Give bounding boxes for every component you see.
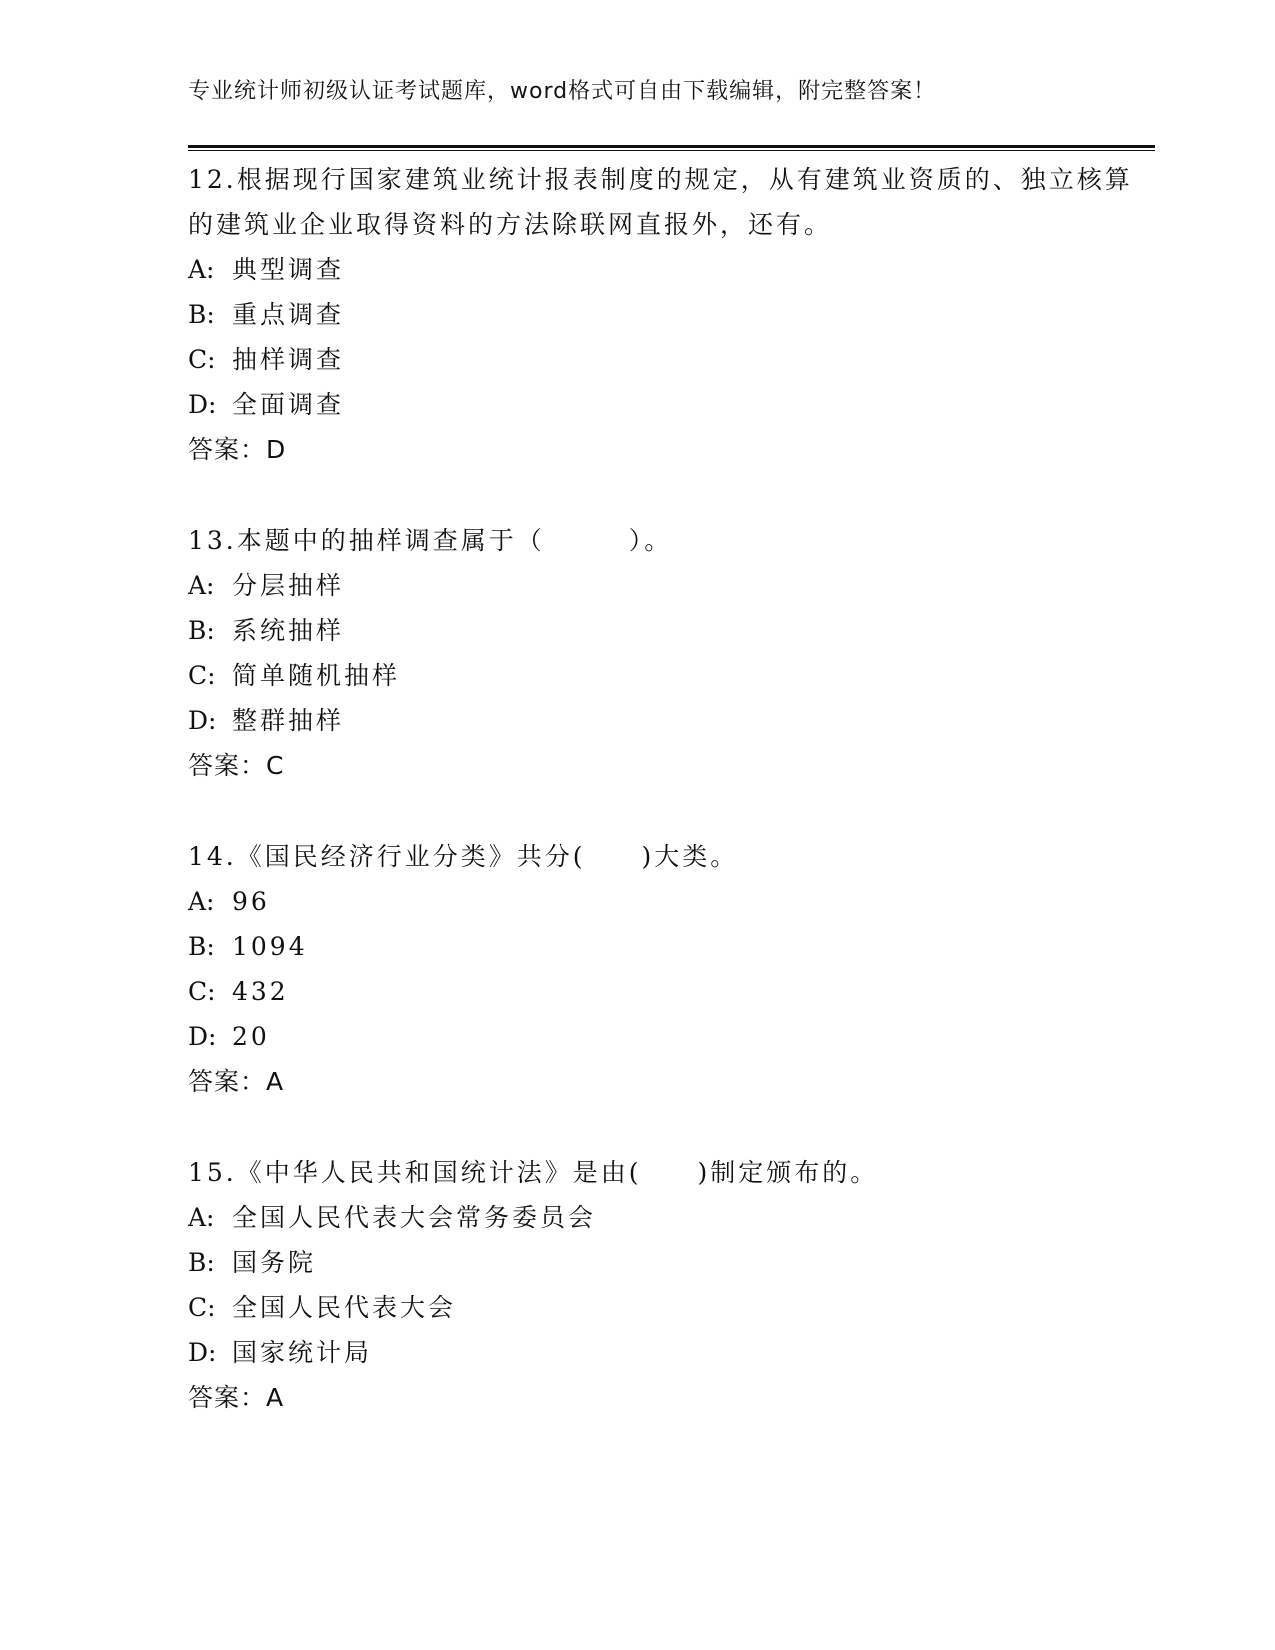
option-b: [188, 608, 1148, 653]
option-b: [188, 1240, 1148, 1285]
answer-line: 答案：C: [188, 751, 285, 780]
option-text: 全国人民代表大会常务委员会: [232, 1203, 597, 1232]
question-stem: 13.本题中的抽样调查属于（ ）。: [188, 526, 673, 555]
option-text: 整群抽样: [232, 706, 345, 735]
option-a: [188, 879, 1148, 924]
option-letter: A:: [188, 887, 215, 916]
option-text: 系统抽样: [232, 616, 345, 645]
option-c: [188, 653, 1148, 698]
option-a: [188, 1195, 1148, 1240]
option-b: [188, 924, 1148, 969]
option-c: [188, 1285, 1148, 1330]
option-letter: A:: [188, 255, 215, 284]
option-text: 国家统计局: [232, 1338, 373, 1367]
option-text: 抽样调查: [232, 345, 345, 374]
option-text: 分层抽样: [232, 571, 345, 600]
option-c: [188, 337, 1148, 382]
question-14: [188, 834, 1148, 1104]
option-a: [188, 247, 1148, 292]
option-b: [188, 292, 1148, 337]
question-list: [188, 157, 1148, 1466]
question-stem: 14.《国民经济行业分类》共分( )大类。: [188, 842, 739, 871]
option-text: 国务院: [232, 1248, 317, 1277]
option-d: [188, 1014, 1148, 1059]
option-text: 96: [232, 887, 270, 916]
question-stem: 12.根据现行国家建筑业统计报表制度的规定，从有建筑业资质的、独立核算的建筑业企业取得资料的方法除联网直报外，还有。: [188, 165, 1133, 239]
option-letter: C:: [188, 661, 216, 690]
page-header: 专业统计师初级认证考试题库，word格式可自由下载编辑，附完整答案！: [188, 79, 937, 104]
question-15: [188, 1150, 1148, 1420]
question-12: [188, 157, 1148, 472]
option-a: [188, 563, 1148, 608]
header-rule-thick: [188, 145, 1155, 148]
option-letter: B:: [188, 1248, 215, 1277]
option-letter: B:: [188, 932, 215, 961]
option-text: 20: [232, 1022, 270, 1051]
option-text: 简单随机抽样: [232, 661, 401, 690]
option-letter: C:: [188, 1293, 216, 1322]
option-text: 典型调查: [232, 255, 345, 284]
answer-line: 答案：A: [188, 1067, 285, 1096]
option-c: [188, 969, 1148, 1014]
option-text: 重点调查: [232, 300, 345, 329]
question-13: [188, 518, 1148, 788]
header-rule-thin: [188, 150, 1155, 151]
option-letter: D:: [188, 706, 217, 735]
option-letter: D:: [188, 1338, 217, 1367]
option-d: [188, 698, 1148, 743]
option-text: 1094: [232, 932, 308, 961]
option-letter: B:: [188, 616, 215, 645]
option-d: [188, 382, 1148, 427]
option-letter: D:: [188, 390, 217, 419]
answer-line: 答案：D: [188, 435, 287, 464]
option-letter: C:: [188, 977, 216, 1006]
option-letter: A:: [188, 571, 215, 600]
option-d: [188, 1330, 1148, 1375]
option-text: 全国人民代表大会: [232, 1293, 457, 1322]
answer-line: 答案：A: [188, 1383, 285, 1412]
question-stem: 15.《中华人民共和国统计法》是由( )制定颁布的。: [188, 1158, 879, 1187]
option-letter: C:: [188, 345, 216, 374]
option-letter: B:: [188, 300, 215, 329]
option-letter: D:: [188, 1022, 217, 1051]
option-letter: A:: [188, 1203, 215, 1232]
option-text: 全面调查: [232, 390, 345, 419]
option-text: 432: [232, 977, 289, 1006]
